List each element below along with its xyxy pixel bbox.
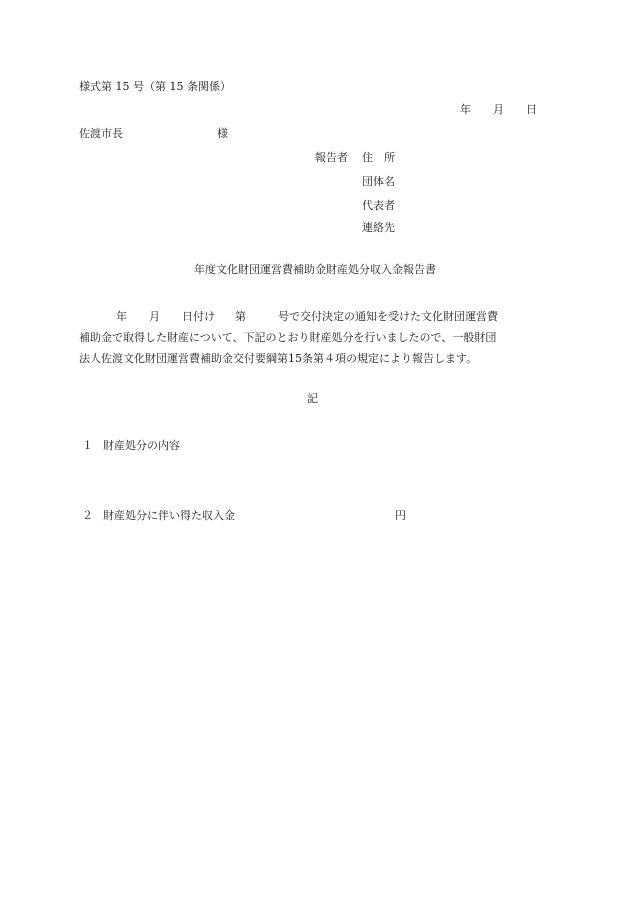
item-number: ２ [82,509,93,522]
item-label: 財産処分に伴い得た収入金 [103,509,235,522]
list-item [82,510,406,521]
reporter-field-representative: 代表者 [362,199,395,212]
item-unit: 円 [395,509,406,522]
date-month-label: 月 [493,103,504,116]
body-number-prefix: 第 [235,310,246,323]
list-item [82,440,180,451]
ki-heading: 記 [307,392,318,405]
reporter-field-address: 住 所 [362,151,395,164]
body-paragraph [79,306,549,369]
item-number: １ [82,439,93,452]
date-line [460,104,537,115]
addressee-name: 佐渡市長 [79,127,123,140]
document-title: 年度文化財団運営費補助金財産処分収入金報告書 [194,263,436,276]
date-year-label: 年 [460,103,471,116]
reporter-label: 報告者 [315,151,348,164]
addressee-honorific: 様 [217,127,228,140]
body-year: 年 [116,310,127,323]
body-line-2: 補助金で取得した財産について、下記のとおり財産処分を行いましたので、一般財団 [79,331,497,344]
date-day-label: 日 [526,103,537,116]
reporter-field-contact: 連絡先 [362,221,395,234]
reporter-field-organization: 団体名 [362,175,395,188]
body-line-1-text: 号で交付決定の通知を受けた文化財団運営費 [278,310,498,323]
body-month: 月 [149,310,160,323]
body-line-3: 法人佐渡文化財団運営費補助金交付要綱第15条第４項の規定により報告します。 [79,352,478,365]
body-line-1 [79,306,549,327]
addressee-line [79,128,228,139]
item-label: 財産処分の内容 [103,439,180,452]
form-number: 様式第 15 号（第 15 条関係） [79,80,231,93]
body-dated: 日付け [182,310,215,323]
